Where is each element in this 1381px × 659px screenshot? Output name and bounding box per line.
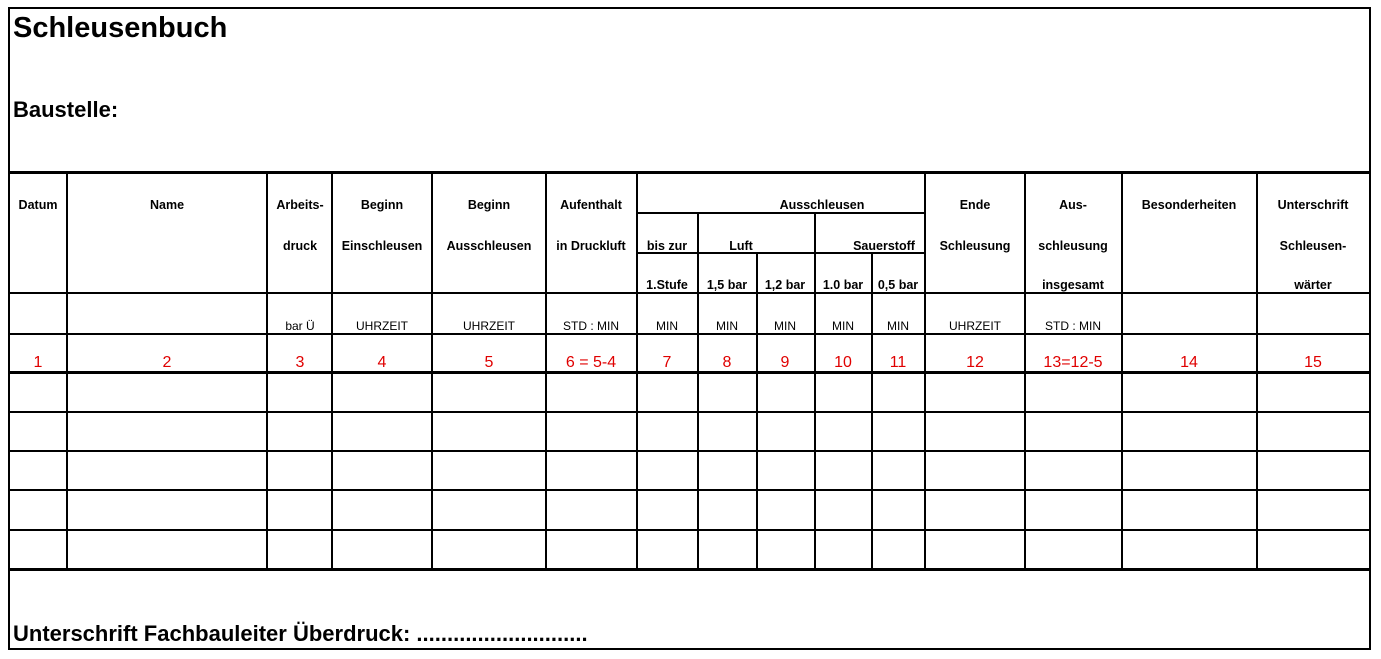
grid-vline [636,172,638,569]
column-number: 1 [33,354,43,371]
form-title: Schleusenbuch [13,12,228,44]
grid-vline [545,172,547,569]
grid-hline [8,489,1371,491]
column-number: 14 [1180,354,1198,371]
unit-label: UHRZEIT [356,319,408,333]
column-number: 12 [966,354,984,371]
column-number: 3 [295,354,305,371]
header-unterschrift-2: Schleusen- [1279,239,1347,253]
unit-label: bar Ü [285,319,315,333]
unit-label: UHRZEIT [463,319,515,333]
grid-hline [8,333,1371,335]
header-beginn-ein-1: Beginn [360,198,404,212]
header-beginn-ein-2: Einschleusen [341,239,423,253]
column-number: 2 [162,354,172,371]
unit-label: STD : MIN [1045,319,1101,333]
header-stufe: 1.Stufe [646,278,688,292]
header-beginn-aus-2: Ausschleusen [446,239,532,253]
grid-hline [8,371,1371,374]
grid-vline [697,213,699,569]
grid-vline [1256,172,1258,569]
header-bis-zur: bis zur [646,239,688,253]
grid-vline [431,172,433,569]
grid-hline [8,292,1371,294]
unit-label: MIN [774,319,796,333]
column-number: 15 [1304,354,1322,371]
header-aufenthalt-2: in Druckluft [556,239,626,253]
header-aus-2: schleusung [1038,239,1108,253]
header-ende-1: Ende [959,198,991,212]
grid-vline [924,172,926,569]
header-luft-15: 1,5 bar [706,278,748,292]
header-aus-1: Aus- [1059,198,1087,212]
header-sauerstoff: Sauerstoff [853,239,915,253]
header-sauer-10: 1.0 bar [822,278,864,292]
column-number: 13=12-5 [1043,354,1103,371]
grid-vline [871,253,873,569]
grid-vline [1121,172,1123,569]
column-number: 4 [377,354,387,371]
header-luft: Luft [729,239,753,253]
grid-hline [8,568,1371,571]
column-number: 9 [780,354,790,371]
column-number: 8 [722,354,732,371]
column-number: 7 [662,354,672,371]
unit-label: MIN [656,319,678,333]
unit-label: UHRZEIT [949,319,1001,333]
header-arbeitsdruck-1: Arbeits- [276,198,324,212]
unit-label: STD : MIN [563,319,619,333]
column-number: 6 = 5-4 [565,354,617,371]
header-aufenthalt-1: Aufenthalt [560,198,622,212]
unit-label: MIN [832,319,854,333]
header-arbeitsdruck-2: druck [282,239,318,253]
column-number: 11 [889,354,907,371]
grid-hline [8,411,1371,413]
unit-label: MIN [887,319,909,333]
header-besonderheiten: Besonderheiten [1141,198,1237,212]
grid-hline [8,171,1371,174]
header-beginn-aus-1: Beginn [467,198,511,212]
header-ende-2: Schleusung [939,239,1011,253]
grid-vline [66,172,68,569]
grid-hline [8,450,1371,452]
grid-vline [266,172,268,569]
grid-hline [8,529,1371,531]
header-name: Name [149,198,185,212]
grid-vline [1024,172,1026,569]
header-unterschrift-3: wärter [1294,278,1332,292]
signature-line: Unterschrift Fachbauleiter Überdruck: ............................ [13,621,588,646]
form-frame [8,7,1371,650]
header-ausschleusen: Ausschleusen [779,198,865,212]
header-sauer-05: 0,5 bar [877,278,919,292]
header-unterschrift-1: Unterschrift [1277,198,1349,212]
grid-vline [331,172,333,569]
grid-vline [814,213,816,569]
unit-label: MIN [716,319,738,333]
header-luft-12: 1,2 bar [764,278,806,292]
site-label: Baustelle: [13,97,119,122]
grid-hline [637,212,925,214]
column-number: 5 [484,354,494,371]
column-number: 10 [834,354,852,371]
grid-vline [756,253,758,569]
header-datum: Datum [18,198,58,212]
header-aus-3: insgesamt [1042,278,1104,292]
